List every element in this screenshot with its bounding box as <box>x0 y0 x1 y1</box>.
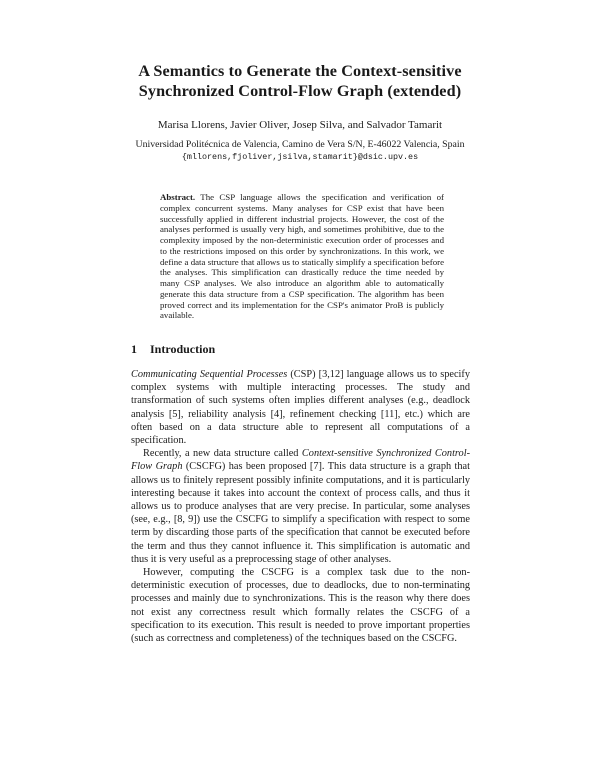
section-title: Introduction <box>150 342 216 356</box>
p1-italic-term: Communicating Sequential Processes <box>131 369 288 380</box>
paper-title <box>60 62 540 101</box>
p1-text: (CSP) [3,12] language allows us to specify complex systems with multiple interacting processes. The study and transformation of such systems often implies different analyses (e.g., deadlock analysis [5], reliability analysis [4], refinement checking [11], etc.) which are often based on a data structure able to represent all computations of a specification. <box>131 369 470 447</box>
author-emails: {mllorens,fjoliver,jsilva,stamarit}@dsic.upv.es <box>181 152 419 162</box>
abstract-text: The CSP language allows the specification and verification of complex concurrent systems. Many analyses for CSP exist that have been successfully applied in different industrial projects. However, the cost of the analyses performed is usually very high, and sometimes prohibitive, due to the complexity imposed by the non-deterministic execution order of processes and to the restrictions imposed on this order by synchronizations. In this work, we define a data structure that allows us to statically simplify a specification before the analyses. This simplification can drastically reduce the time needed by many CSP analyses. We also introduce an algorithm able to automatically generate this data structure from a CSP specification. The algorithm has been proved correct and its implementation for the CSP's animator ProB is publicly available. <box>160 192 444 321</box>
abstract <box>160 192 444 321</box>
p2-text: (CSCFG) has been proposed [7]. This data structure is a graph that allows us to finitely represent possibly infinite computations, and it is particularly interesting because it takes into account the context of process calls, and thus it allows us to produce analyses that are very precise. In particular, some analyses (see, e.g., [8, 9]) use the CSCFG to simplify a specification with respect to some term by discarding those parts of the specification that cannot be executed before the term and thus they cannot influence it. This simplification is automatic and thus it is very useful as a preprocessing stage of other analyses. <box>131 461 470 565</box>
affiliation-block <box>60 139 540 163</box>
section-number: 1 <box>131 342 137 356</box>
p2-start: Recently, a new data structure called <box>143 448 302 460</box>
section-heading <box>131 342 215 357</box>
body-text <box>131 368 470 645</box>
author-list: Marisa Llorens, Javier Oliver, Josep Silva, and Salvador Tamarit <box>157 119 443 131</box>
affiliation: Universidad Politécnica de Valencia, Camino de Vera S/N, E-46022 Valencia, Spain <box>135 139 465 150</box>
paragraph-2 <box>131 447 470 566</box>
paragraph-1 <box>131 368 470 447</box>
paragraph-3: However, computing the CSCFG is a complex task due to the non-deterministic execution of processes, due to deadlocks, due to non-terminating processes and mainly due to synchronizations. This is the reason why there does not exist any correctness result which formally relates the CSCFG of a specification to its execution. This result is needed to prove important properties (such as correctness and completeness) of the techniques based on the CSCFG. <box>131 567 470 645</box>
p2-italic-term: Context-sensitive Synchronized Control-Flow Graph <box>131 448 470 473</box>
abstract-label: Abstract. <box>160 192 196 202</box>
title-line-1: A Semantics to Generate the Context-sensitive <box>138 62 462 80</box>
title-line-2: Synchronized Control-Flow Graph (extended) <box>138 81 462 100</box>
